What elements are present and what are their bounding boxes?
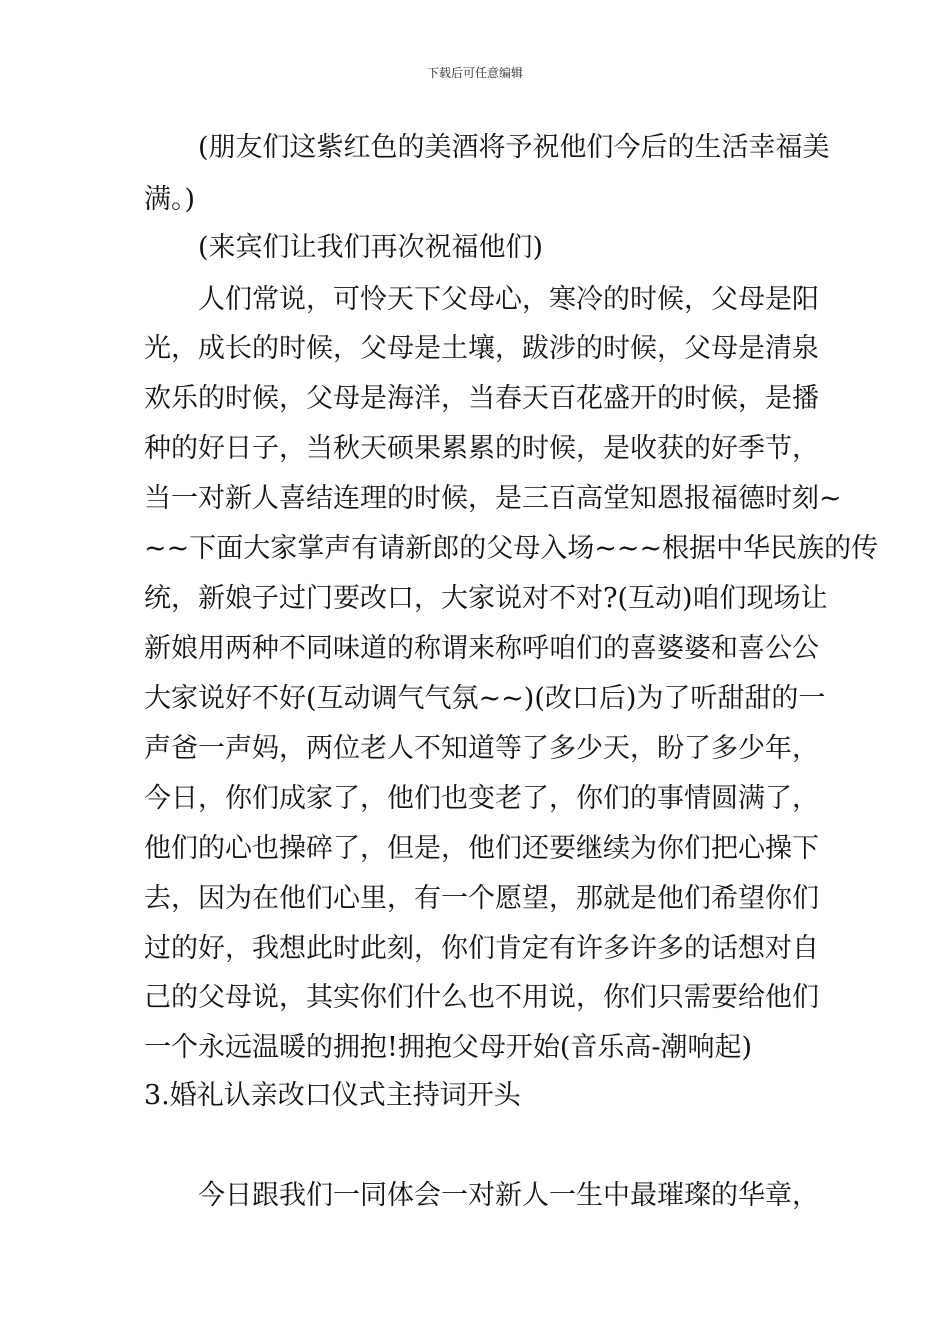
- text-line: 满。): [144, 184, 196, 215]
- text-line: 今日跟我们一同体会一对新人一生中最璀璨的华章，: [198, 1180, 819, 1211]
- text-line: 己的父母说，其实你们什么也不用说，你们只需要给他们: [144, 982, 819, 1013]
- text-line: 新娘用两种不同味道的称谓来称呼咱们的喜婆婆和喜公公: [144, 633, 819, 664]
- text-line: 光，成长的时候，父母是土壤，跋涉的时候，父母是清泉: [144, 333, 819, 364]
- page-header: 下载后可任意编辑: [426, 66, 523, 80]
- text-line: 欢乐的时候，父母是海洋，当春天百花盛开的时候，是播: [144, 383, 819, 414]
- text-line: 统，新娘子过门要改口，大家说对不对?(互动)咱们现场让: [144, 583, 828, 614]
- text-line: 声爸一声妈，两位老人不知道等了多少天，盼了多少年，: [144, 733, 819, 764]
- text-line: 去，因为在他们心里，有一个愿望，那就是他们希望你们: [144, 883, 819, 914]
- text-line: 过的好，我想此时此刻，你们肯定有许多许多的话想对自: [144, 933, 819, 964]
- text-line: 种的好日子，当秋天硕果累累的时候，是收获的好季节，: [144, 433, 819, 464]
- text-line: 当一对新人喜结连理的时候，是三百高堂知恩报福德时刻~: [144, 483, 842, 514]
- text-line: 大家说好不好(互动调气气氛~~)(改口后)为了听甜甜的一: [144, 683, 826, 714]
- text-line: 今日，你们成家了，他们也变老了，你们的事情圆满了，: [144, 783, 819, 814]
- section-heading: 3.婚礼认亲改口仪式主持词开头: [144, 1080, 521, 1111]
- text-line: 他们的心也操碎了，但是，他们还要继续为你们把心操下: [144, 833, 819, 864]
- text-line: 一个永远温暖的拥抱!拥抱父母开始(音乐高-潮响起): [144, 1032, 753, 1063]
- text-line: (来宾们让我们再次祝福他们): [198, 232, 544, 263]
- text-line: 人们常说，可怜天下父母心，寒冷的时候，父母是阳: [198, 284, 819, 315]
- text-line: ~~下面大家掌声有请新郎的父母入场~~~根据中华民族的传: [144, 533, 879, 564]
- text-line: (朋友们这紫红色的美酒将予祝他们今后的生活幸福美: [198, 132, 830, 163]
